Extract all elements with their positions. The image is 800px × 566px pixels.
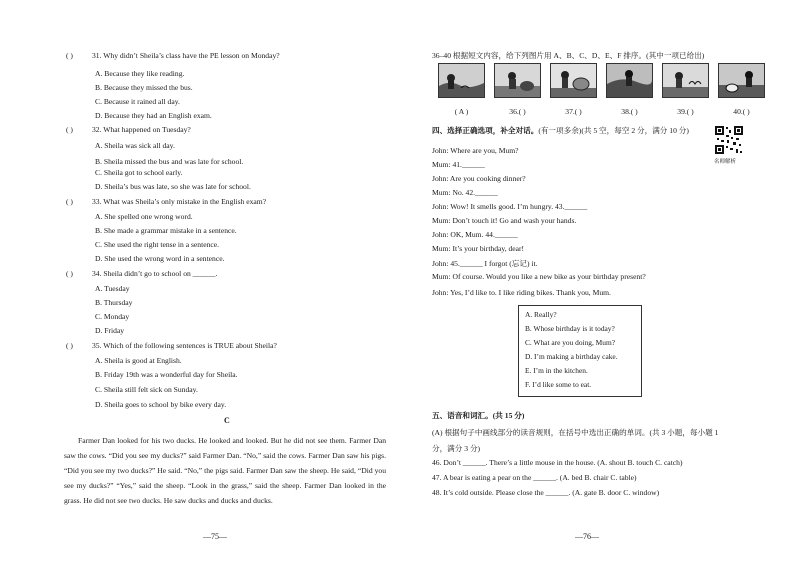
dialogue-line: John: Where are you, Mum? [432, 146, 519, 155]
option-f: F. I’d like some to eat. [525, 380, 592, 389]
item-48: 48. It’s cold outside. Please close the ______. (A. gate B. door C. window) [432, 488, 660, 497]
option-c: C. What are you doing, Mum? [525, 338, 615, 347]
dialogue-line: John: Are you cooking dinner? [432, 174, 526, 183]
question-34: 34. Sheila didn’t go to school on ______. [92, 269, 218, 278]
item-46: 46. Don’t ______. There’s a little mouse in the house. (A. shout B. touch C. catch) [432, 458, 683, 467]
reading-passage: Farmer Dan looked for his two ducks. He looked and looked. But he did not see them. Farmer Dan saw the cows. “Did you see my ducks?” said Farmer Dan. “No,” said the cows. Farmer Dan saw his pigs. “Did you see my two ducks?” He said. “No,” the pigs said. Farmer Dan saw the sheep. He said, “Did you see my ducks?” “Yes,” said the sheep. “Look in the grass,” said the sheep. Farmer Dan looked in the grass. He did not see two ducks. He saw ducks and ducks and ducks. [64, 436, 386, 505]
option: A. Because they like reading. [95, 69, 185, 78]
dialogue-line: John: Wow! It smells good. I’m hungry. 43.______ [432, 202, 588, 211]
picture-label[interactable]: 40.( ) [733, 107, 750, 116]
section-4-title: 四、选择正确选项，补全对话。 [432, 126, 539, 135]
option: B. Sheila missed the bus and was late for school. [95, 157, 244, 166]
dialogue-line: John: OK, Mum. 44.______ [432, 230, 518, 239]
answer-paren[interactable]: ( ) [66, 125, 73, 134]
section-5-a-instruction: (A) 根据句子中画线部分的读音规则，在括号中选出正确的单词。(共 3 小题，每小题 1 [432, 428, 719, 437]
picture-b [494, 63, 541, 98]
option-box [518, 305, 642, 397]
option: A. Tuesday [95, 284, 130, 293]
qr-label: 名师解析 [714, 159, 737, 165]
question-33: 33. What was Sheila’s only mistake in the English exam? [92, 197, 267, 206]
option: C. Monday [95, 312, 130, 321]
option: C. She used the right tense in a sentence. [95, 240, 219, 249]
option: B. Friday 19th was a wonderful day for Sheila. [95, 370, 238, 379]
option-d: D. I’m making a birthday cake. [525, 352, 618, 361]
option: D. Because they had an English exam. [95, 111, 212, 120]
option: A. She spelled one wrong word. [95, 212, 193, 221]
section-4-heading [432, 125, 689, 136]
picture-e [662, 63, 709, 98]
picture-label[interactable]: 38.( ) [621, 107, 638, 116]
item-47: 47. A bear is eating a pear on the ______. (A. bed B. chair C. table) [432, 473, 637, 482]
option: D. She used the wrong word in a sentence. [95, 254, 225, 263]
question-35: 35. Which of the following sentences is TRUE about Sheila? [92, 341, 277, 350]
qr-code-icon[interactable] [714, 125, 744, 155]
answer-paren[interactable]: ( ) [66, 51, 73, 60]
picture-label[interactable]: 39.( ) [677, 107, 694, 116]
picture-label: ( A ) [454, 107, 469, 116]
dialogue-line: John: 45.______ I forgot (忘记) it. [432, 259, 538, 268]
option: B. She made a grammar mistake in a sentence. [95, 226, 237, 235]
dialogue-line: Mum: Of course. Would you like a new bike as your birthday present? [432, 272, 646, 281]
section-5-a-instruction-cont: 分，满分 3 分) [432, 444, 481, 453]
option-e: E. I’m in the kitchen. [525, 366, 588, 375]
dialogue-line: Mum: 41.______ [432, 160, 485, 169]
question-32: 32. What happened on Tuesday? [92, 125, 191, 134]
option: A. Sheila was sick all day. [95, 141, 175, 150]
option: C. Sheila still felt sick on Sunday. [95, 385, 198, 394]
section-c-heading: C [224, 416, 230, 425]
instruction-36-40: 36–40 根据短文内容，给下列图片用 A、B、C、D、E、F 排序。(其中一项已给出) [432, 51, 705, 60]
picture-label[interactable]: 36.( ) [509, 107, 526, 116]
dialogue-line: Mum: No. 42.______ [432, 188, 498, 197]
dialogue-line: John: Yes, I’d like to. I like riding bikes. Thank you, Mum. [432, 288, 611, 297]
page-number: —76— [575, 532, 599, 541]
option: D. Sheila’s bus was late, so she was late for school. [95, 182, 251, 191]
picture-f [718, 63, 765, 98]
page-number: —75— [203, 532, 227, 541]
option: B. Because they missed the bus. [95, 83, 193, 92]
picture-a [438, 63, 485, 98]
answer-paren[interactable]: ( ) [66, 341, 73, 350]
question-31: 31. Why didn’t Sheila’s class have the PE lesson on Monday? [92, 51, 280, 60]
dialogue-line: Mum: Don’t touch it! Go and wash your hands. [432, 216, 577, 225]
option: C. Sheila got to school early. [95, 168, 183, 177]
section-5-title: 五、语音和词汇。(共 15 分) [432, 411, 525, 420]
dialogue-line: Mum: It’s your birthday, dear! [432, 244, 525, 253]
option-a: A. Really? [525, 310, 557, 319]
option: D. Friday [95, 326, 125, 335]
picture-row [438, 63, 765, 98]
picture-c [550, 63, 597, 98]
option: B. Thursday [95, 298, 133, 307]
answer-paren[interactable]: ( ) [66, 269, 73, 278]
option: C. Because it rained all day. [95, 97, 180, 106]
picture-d [606, 63, 653, 98]
picture-label[interactable]: 37.( ) [565, 107, 582, 116]
right-page [400, 0, 800, 566]
section-4-note: (有一项多余)(共 5 空，每空 2 分，满分 10 分) [538, 126, 689, 135]
option: A. Sheila is good at English. [95, 356, 182, 365]
picture-labels [438, 107, 765, 116]
option: D. Sheila goes to school by bike every day. [95, 400, 227, 409]
option-b: B. Whose birthday is it today? [525, 324, 615, 333]
answer-paren[interactable]: ( ) [66, 197, 73, 206]
